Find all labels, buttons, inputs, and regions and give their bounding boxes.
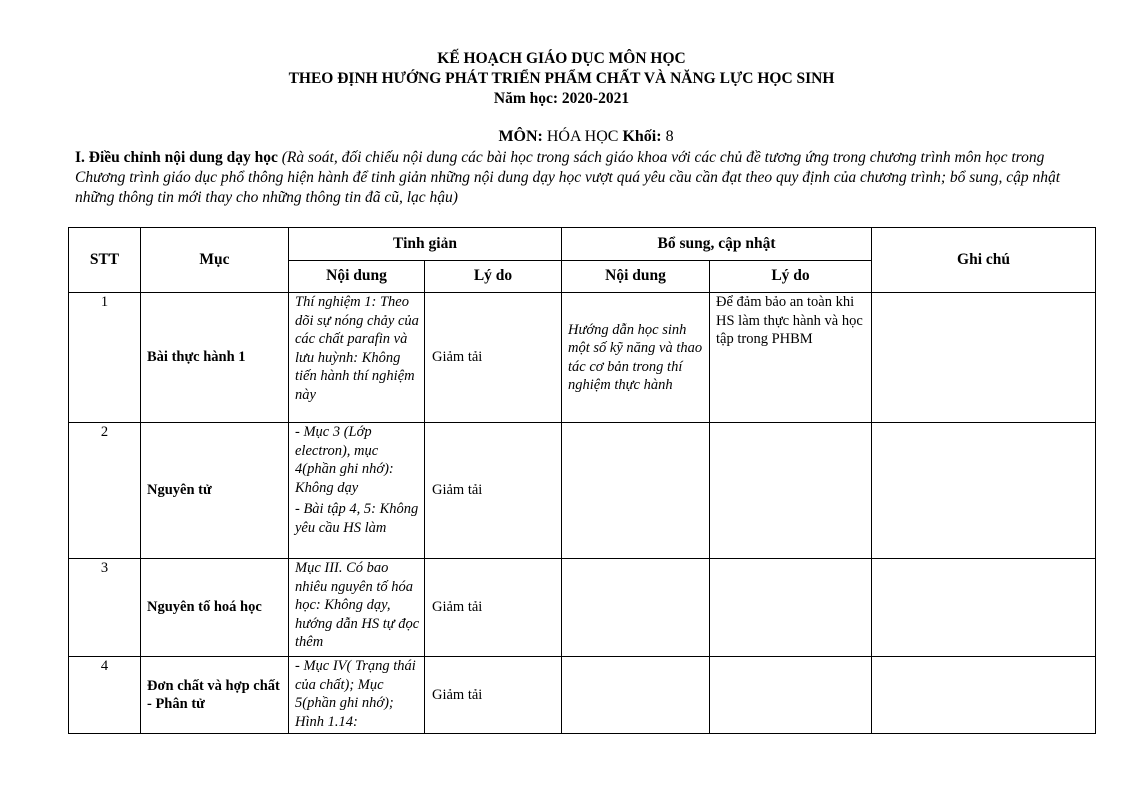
cell-tinh-gian-noi-dung [289,423,425,559]
section-note: (Rà soát, đối chiếu nội dung các bài học trong sách giáo khoa với các chủ đề tương ứng trong chương trình môn học trong Chương trình giáo dục phổ thông hiện hành để tinh giản những nội dung dạy học vượt quá yêu cầu cần đạt theo quy định của chương trình; bổ sung, cập nhật những thông tin mới thay cho những thông tin đã cũ, lạc hậu) [75,149,1061,206]
cell-tinh-gian-ly-do: Giảm tải [425,293,562,423]
cell-stt: 2 [69,423,141,559]
cell-bo-sung-ly-do: Để đảm bảo an toàn khi HS làm thực hành và học tập trong PHBM [710,293,872,423]
cell-tinh-gian-ly-do: Giảm tải [425,657,562,734]
cell-ghi-chu [872,423,1096,559]
cell-tinh-gian-noi-dung-part-2: - Bài tập 4, 5: Không yêu cầu HS làm [295,501,419,536]
cell-tinh-gian-noi-dung: Mục III. Có bao nhiêu nguyên tố hóa học: Không dạy, hướng dẫn HS tự đọc thêm [289,559,425,657]
cell-ghi-chu [872,657,1096,734]
table-row [69,293,1096,423]
header-tinh-gian: Tinh giản [289,228,562,261]
document-title [0,49,1123,109]
cell-muc: Nguyên tố hoá học [141,559,289,657]
header-muc: Mục [141,228,289,293]
cell-tinh-gian-noi-dung: Thí nghiệm 1: Theo dõi sự nóng chảy của các chất parafin và lưu huỳnh: Không tiến hành thí nghiệm này [289,293,425,423]
grade-value: 8 [661,128,674,145]
cell-bo-sung-ly-do [710,559,872,657]
school-year: Năm học: 2020-2021 [493,90,630,107]
header-row-1 [69,228,1096,261]
header-ly-do-tinh-gian: Lý do [425,261,562,293]
table-row [69,423,1096,559]
cell-stt: 3 [69,559,141,657]
cell-bo-sung-ly-do [710,423,872,559]
header-ly-do-bo-sung: Lý do [710,261,872,293]
cell-stt: 4 [69,657,141,734]
subject-value: HÓA HỌC [542,128,623,145]
header-stt: STT [69,228,141,293]
table-row [69,559,1096,657]
title-line-2: THEO ĐỊNH HƯỚNG PHÁT TRIỂN PHẨM CHẤT VÀ NĂNG LỰC HỌC SINH [288,70,835,87]
subject-label: MÔN: [498,128,543,145]
cell-stt: 1 [69,293,141,423]
grade-label: Khối: [622,128,662,145]
cell-bo-sung-noi-dung [562,423,710,559]
section-adjustment [75,148,1095,208]
adjustment-table [68,227,1096,734]
section-heading: I. Điều chỉnh nội dung dạy học [75,149,278,166]
cell-muc: Bài thực hành 1 [141,293,289,423]
header-ghi-chu: Ghi chú [872,228,1096,293]
cell-muc: Đơn chất và hợp chất - Phân tử [141,657,289,734]
cell-tinh-gian-noi-dung-part-1: - Mục 3 (Lớp electron), mục 4(phần ghi nhớ): Không dạy [295,424,394,496]
cell-bo-sung-noi-dung [562,657,710,734]
cell-muc: Nguyên tử [141,423,289,559]
title-line-1: KẾ HOẠCH GIÁO DỤC MÔN HỌC [437,50,686,67]
header-noi-dung-tinh-gian: Nội dung [289,261,425,293]
cell-tinh-gian-ly-do: Giảm tải [425,423,562,559]
cell-bo-sung-noi-dung: Hướng dẫn học sinh một số kỹ năng và thao tác cơ bản trong thí nghiệm thực hành [562,293,710,423]
subject-line [0,127,1123,147]
header-noi-dung-bo-sung: Nội dung [562,261,710,293]
cell-bo-sung-noi-dung [562,559,710,657]
cell-ghi-chu [872,293,1096,423]
cell-tinh-gian-noi-dung: - Mục IV( Trạng thái của chất); Mục 5(phần ghi nhớ); Hình 1.14: [289,657,425,734]
header-bo-sung: Bổ sung, cập nhật [562,228,872,261]
cell-tinh-gian-ly-do: Giảm tải [425,559,562,657]
cell-ghi-chu [872,559,1096,657]
cell-bo-sung-ly-do [710,657,872,734]
table-row [69,657,1096,734]
